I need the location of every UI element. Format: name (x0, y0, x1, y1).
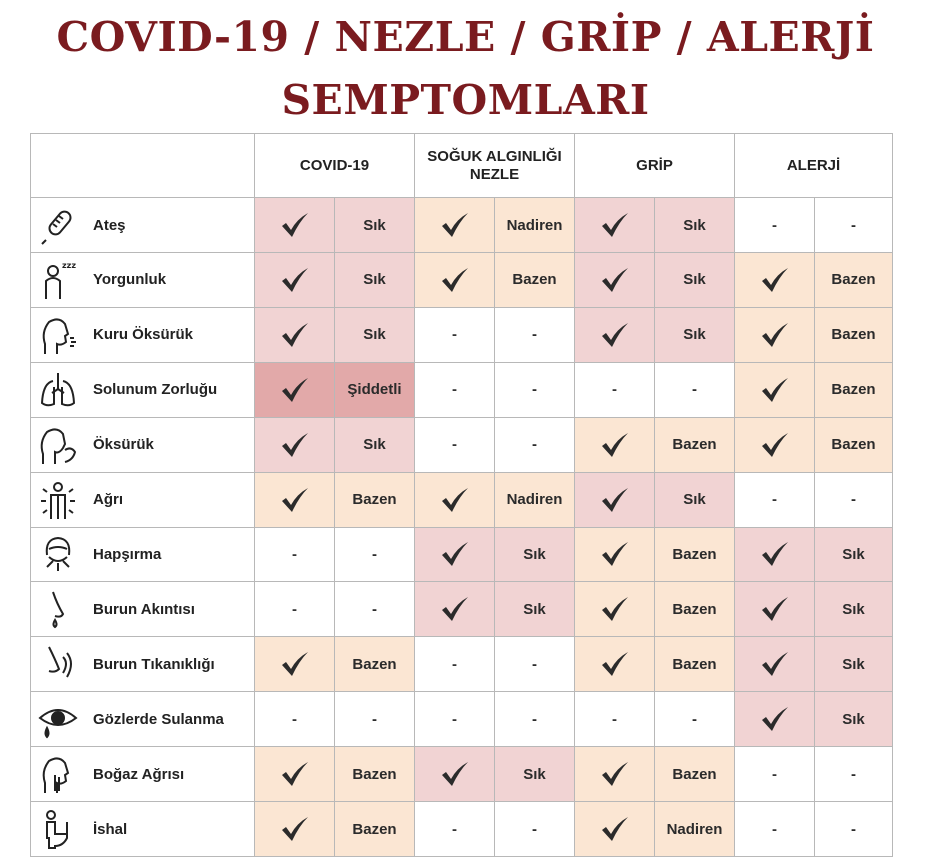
symptom-label: Kuru Öksürük (93, 326, 194, 344)
symptom-cell (31, 362, 255, 417)
absent-dash: - (612, 710, 617, 728)
frequency-cell: Nadiren (495, 198, 575, 253)
toilet-icon (37, 808, 79, 850)
presence-cell (575, 198, 655, 253)
svg-text:zzz: zzz (62, 260, 76, 270)
symptom-label: Ağrı (93, 491, 123, 509)
symptom-cell (31, 802, 255, 857)
absent-dash: - (452, 326, 457, 344)
check-icon (255, 815, 334, 843)
presence-cell (255, 417, 335, 472)
absent-dash: - (772, 765, 777, 783)
symptom-label: Gözlerde Sulanma (93, 710, 224, 728)
presence-cell (415, 362, 495, 417)
symptom-label: İshal (93, 820, 128, 838)
frequency-cell: Sık (815, 637, 893, 692)
table-row (31, 307, 893, 362)
presence-cell (575, 692, 655, 747)
presence-cell (255, 637, 335, 692)
header-allergy: ALERJİ (735, 134, 893, 198)
frequency-cell: Sık (655, 472, 735, 527)
frequency-cell: Bazen (815, 417, 893, 472)
frequency-cell: - (495, 802, 575, 857)
frequency-cell: Sık (655, 198, 735, 253)
sneeze-icon (37, 533, 79, 575)
frequency-cell: Bazen (815, 252, 893, 307)
frequency-cell: Bazen (815, 362, 893, 417)
presence-cell (575, 417, 655, 472)
frequency-cell: - (495, 307, 575, 362)
frequency-cell: Sık (335, 252, 415, 307)
presence-cell (735, 307, 815, 362)
check-icon (415, 486, 494, 514)
table-row (31, 362, 893, 417)
lungs-icon (37, 369, 79, 411)
body-pain-icon (37, 479, 79, 521)
check-icon (575, 211, 654, 239)
frequency-cell: Sık (815, 582, 893, 637)
symptom-label: Burun Tıkanıklığı (93, 655, 215, 673)
tired-person-icon (37, 259, 79, 301)
page-title-line2: SEMPTOMLARI (281, 76, 650, 124)
check-icon (255, 211, 334, 239)
symptom-cell (31, 747, 255, 802)
frequency-cell: - (495, 637, 575, 692)
symptom-label: Solunum Zorluğu (93, 381, 218, 399)
cough-face-icon (37, 314, 79, 356)
presence-cell (735, 582, 815, 637)
check-icon (735, 321, 814, 349)
symptom-cell (31, 637, 255, 692)
frequency-cell: Bazen (655, 527, 735, 582)
symptom-table (30, 133, 893, 857)
frequency-cell: - (815, 472, 893, 527)
symptom-cell (31, 582, 255, 637)
frequency-cell: Bazen (335, 472, 415, 527)
presence-cell (415, 802, 495, 857)
presence-cell (575, 637, 655, 692)
presence-cell (575, 747, 655, 802)
frequency-cell: - (815, 747, 893, 802)
presence-cell (415, 307, 495, 362)
watery-eye-icon (37, 698, 79, 740)
presence-cell (415, 417, 495, 472)
presence-cell (415, 252, 495, 307)
table-row (31, 198, 893, 253)
presence-cell (415, 637, 495, 692)
symptom-cell (31, 692, 255, 747)
check-icon (575, 815, 654, 843)
symptom-label: Burun Akıntısı (93, 600, 195, 618)
frequency-cell: Nadiren (655, 802, 735, 857)
check-icon (575, 540, 654, 568)
symptom-cell (31, 252, 255, 307)
presence-cell (255, 198, 335, 253)
presence-cell (735, 362, 815, 417)
symptom-label: Hapşırma (93, 545, 162, 563)
check-icon (255, 431, 334, 459)
frequency-cell: Sık (655, 252, 735, 307)
frequency-cell: Bazen (335, 802, 415, 857)
absent-dash: - (292, 600, 297, 618)
check-icon (255, 486, 334, 514)
check-icon (575, 595, 654, 623)
frequency-cell: - (495, 417, 575, 472)
absent-dash: - (772, 820, 777, 838)
check-icon (735, 595, 814, 623)
symptom-cell (31, 307, 255, 362)
presence-cell (255, 692, 335, 747)
frequency-cell: Nadiren (495, 472, 575, 527)
frequency-cell: Bazen (655, 417, 735, 472)
frequency-cell: Sık (495, 527, 575, 582)
frequency-cell: Bazen (335, 747, 415, 802)
absent-dash: - (772, 491, 777, 509)
frequency-cell: Bazen (655, 747, 735, 802)
presence-cell (735, 472, 815, 527)
frequency-cell: - (335, 527, 415, 582)
presence-cell (415, 582, 495, 637)
runny-nose-icon (37, 588, 79, 630)
absent-dash: - (452, 820, 457, 838)
presence-cell (575, 307, 655, 362)
header-corner (31, 134, 255, 198)
frequency-cell: - (335, 582, 415, 637)
check-icon (255, 760, 334, 788)
check-icon (735, 376, 814, 404)
frequency-cell: - (655, 692, 735, 747)
presence-cell (735, 637, 815, 692)
presence-cell (415, 692, 495, 747)
frequency-cell: Bazen (655, 637, 735, 692)
header-covid: COVID-19 (255, 134, 415, 198)
symptom-cell (31, 417, 255, 472)
thermometer-icon (37, 204, 79, 246)
symptom-label: Öksürük (93, 436, 154, 454)
check-icon (255, 266, 334, 294)
sore-throat-icon (37, 753, 79, 795)
frequency-cell: Bazen (495, 252, 575, 307)
check-icon (575, 321, 654, 349)
header-flu: GRİP (575, 134, 735, 198)
presence-cell (255, 802, 335, 857)
presence-cell (735, 198, 815, 253)
frequency-cell: Sık (495, 747, 575, 802)
frequency-cell: Sık (815, 527, 893, 582)
presence-cell (575, 582, 655, 637)
table-row (31, 252, 893, 307)
check-icon (575, 266, 654, 294)
check-icon (255, 650, 334, 678)
check-icon (735, 705, 814, 733)
presence-cell (735, 417, 815, 472)
presence-cell (735, 252, 815, 307)
symptom-label: Boğaz Ağrısı (93, 765, 185, 783)
check-icon (575, 760, 654, 788)
frequency-cell: - (815, 802, 893, 857)
presence-cell (415, 747, 495, 802)
symptom-cell (31, 527, 255, 582)
check-icon (415, 211, 494, 239)
table-row (31, 472, 893, 527)
header-cold: SOĞUK ALGINLIĞI NEZLE (415, 134, 575, 198)
presence-cell (575, 252, 655, 307)
check-icon (575, 486, 654, 514)
symptom-cell (31, 198, 255, 253)
check-icon (735, 266, 814, 294)
presence-cell (575, 472, 655, 527)
check-icon (575, 650, 654, 678)
presence-cell (255, 362, 335, 417)
presence-cell (575, 362, 655, 417)
check-icon (255, 321, 334, 349)
check-icon (415, 760, 494, 788)
stuffy-nose-icon (37, 643, 79, 685)
presence-cell (735, 527, 815, 582)
absent-dash: - (292, 710, 297, 728)
frequency-cell: Şiddetli (335, 362, 415, 417)
header-row (31, 134, 893, 198)
page-title-line1: COVID-19 / NEZLE / GRİP / ALERJİ (56, 13, 875, 61)
cough-hand-icon (37, 424, 79, 466)
presence-cell (255, 472, 335, 527)
table-row (31, 692, 893, 747)
frequency-cell: - (815, 198, 893, 253)
check-icon (255, 376, 334, 404)
table-row (31, 582, 893, 637)
frequency-cell: - (495, 362, 575, 417)
frequency-cell: - (495, 692, 575, 747)
table-row (31, 417, 893, 472)
frequency-cell: Sık (495, 582, 575, 637)
symptom-label: Ateş (93, 216, 126, 234)
frequency-cell: - (655, 362, 735, 417)
absent-dash: - (452, 655, 457, 673)
check-icon (415, 540, 494, 568)
absent-dash: - (292, 545, 297, 563)
table-row (31, 802, 893, 857)
presence-cell (255, 307, 335, 362)
frequency-cell: Sık (335, 198, 415, 253)
frequency-cell: Sık (335, 417, 415, 472)
presence-cell (415, 198, 495, 253)
check-icon (415, 595, 494, 623)
symptom-label: Yorgunluk (93, 271, 167, 289)
presence-cell (575, 527, 655, 582)
frequency-cell: Bazen (655, 582, 735, 637)
table-row (31, 637, 893, 692)
presence-cell (415, 527, 495, 582)
presence-cell (255, 582, 335, 637)
presence-cell (255, 747, 335, 802)
symptom-cell (31, 472, 255, 527)
frequency-cell: Sık (655, 307, 735, 362)
absent-dash: - (772, 216, 777, 234)
table-row (31, 527, 893, 582)
presence-cell (415, 472, 495, 527)
presence-cell (735, 692, 815, 747)
check-icon (735, 650, 814, 678)
check-icon (415, 266, 494, 294)
frequency-cell: Sık (335, 307, 415, 362)
frequency-cell: Bazen (815, 307, 893, 362)
frequency-cell: Bazen (335, 637, 415, 692)
presence-cell (735, 747, 815, 802)
absent-dash: - (612, 381, 617, 399)
frequency-cell: Sık (815, 692, 893, 747)
absent-dash: - (452, 436, 457, 454)
presence-cell (735, 802, 815, 857)
table-row (31, 747, 893, 802)
absent-dash: - (452, 710, 457, 728)
check-icon (735, 431, 814, 459)
presence-cell (255, 527, 335, 582)
presence-cell (255, 252, 335, 307)
absent-dash: - (452, 381, 457, 399)
check-icon (735, 540, 814, 568)
check-icon (575, 431, 654, 459)
frequency-cell: - (335, 692, 415, 747)
presence-cell (575, 802, 655, 857)
